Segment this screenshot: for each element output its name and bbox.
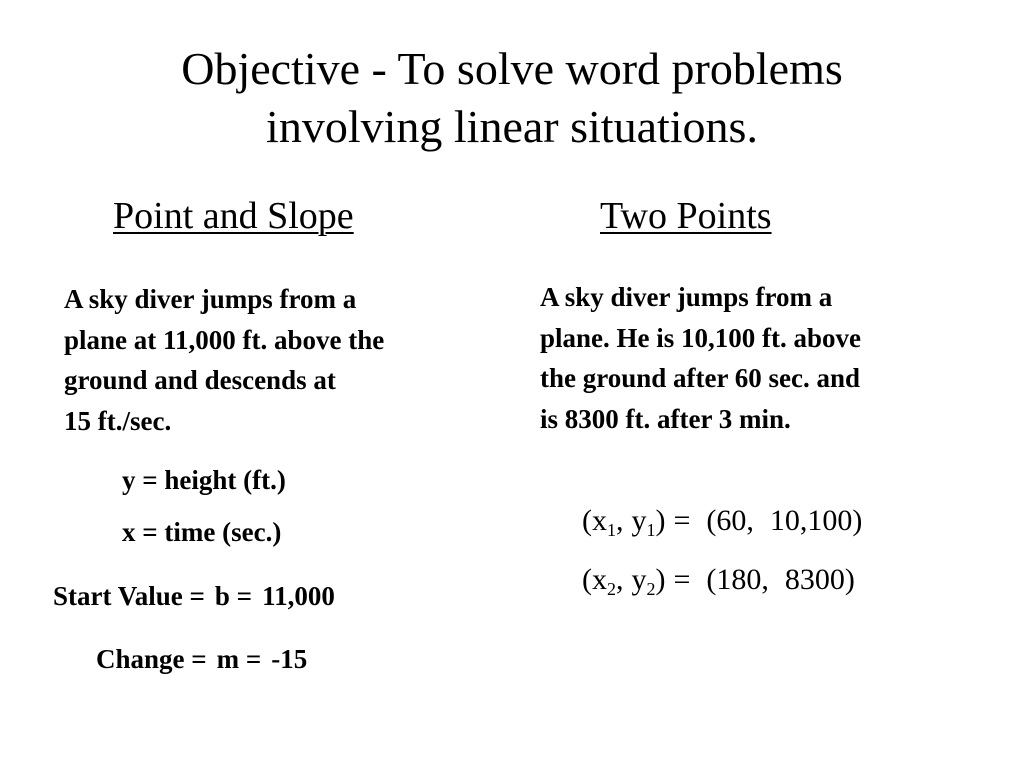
problem-line: A sky diver jumps from a <box>64 284 357 314</box>
heading-two-points: Two Points <box>600 195 772 237</box>
problem-two-points <box>540 277 980 439</box>
point-2-equation: ($x_2$, $y_2) = (180$, 8300) <box>582 563 855 599</box>
problem-line: 15 ft./sec. <box>64 405 172 436</box>
y1-var: y <box>631 504 647 537</box>
problem-line: ground and descends at <box>64 365 336 395</box>
problem-line: the ground after 60 sec. and <box>540 363 861 393</box>
start-value-label: Start Value = <box>53 581 205 611</box>
y2-subscript: 2 <box>646 579 656 599</box>
problem-point-slope <box>64 279 504 441</box>
problem-line: A sky diver jumps from a <box>540 282 833 312</box>
x1-var: x <box>592 504 607 537</box>
title-line-2: involving linear situations. <box>266 101 758 152</box>
x1-subscript: 1 <box>607 520 616 540</box>
y2-var: y <box>631 563 647 596</box>
slide-title <box>0 40 1024 156</box>
y1-subscript: 1 <box>646 520 656 540</box>
point-2-y-value: 8300 <box>784 563 845 596</box>
point-1-x-value: 60 <box>716 504 747 537</box>
x-definition: x = time (sec.) <box>122 517 282 547</box>
point-1-y-value: 10,100 <box>769 504 853 537</box>
b-label: b = <box>214 581 253 611</box>
problem-line: is 8300 ft. after 3 min. <box>540 403 791 434</box>
m-label: m = <box>216 644 262 674</box>
change-equation <box>96 642 307 676</box>
problem-line: plane at 11,000 ft. above the <box>64 324 385 355</box>
y-definition: y = height (ft.) <box>122 465 286 495</box>
start-value: 11,000 <box>262 581 335 611</box>
heading-point-and-slope: Point and Slope <box>113 195 354 237</box>
x2-var: x <box>592 563 607 596</box>
point-1-equation: ($x_1$, $y_1) = (60$, 10,100) <box>582 504 863 540</box>
title-line-1: Objective - To solve word problems <box>181 43 843 94</box>
point-2-x-value: 180 <box>716 563 762 596</box>
change-value: -15 <box>271 644 308 674</box>
start-value-equation <box>53 579 335 613</box>
problem-line: plane. He is 10,100 ft. above <box>540 322 861 353</box>
change-label: Change = <box>96 644 207 674</box>
x2-subscript: 2 <box>607 579 616 599</box>
